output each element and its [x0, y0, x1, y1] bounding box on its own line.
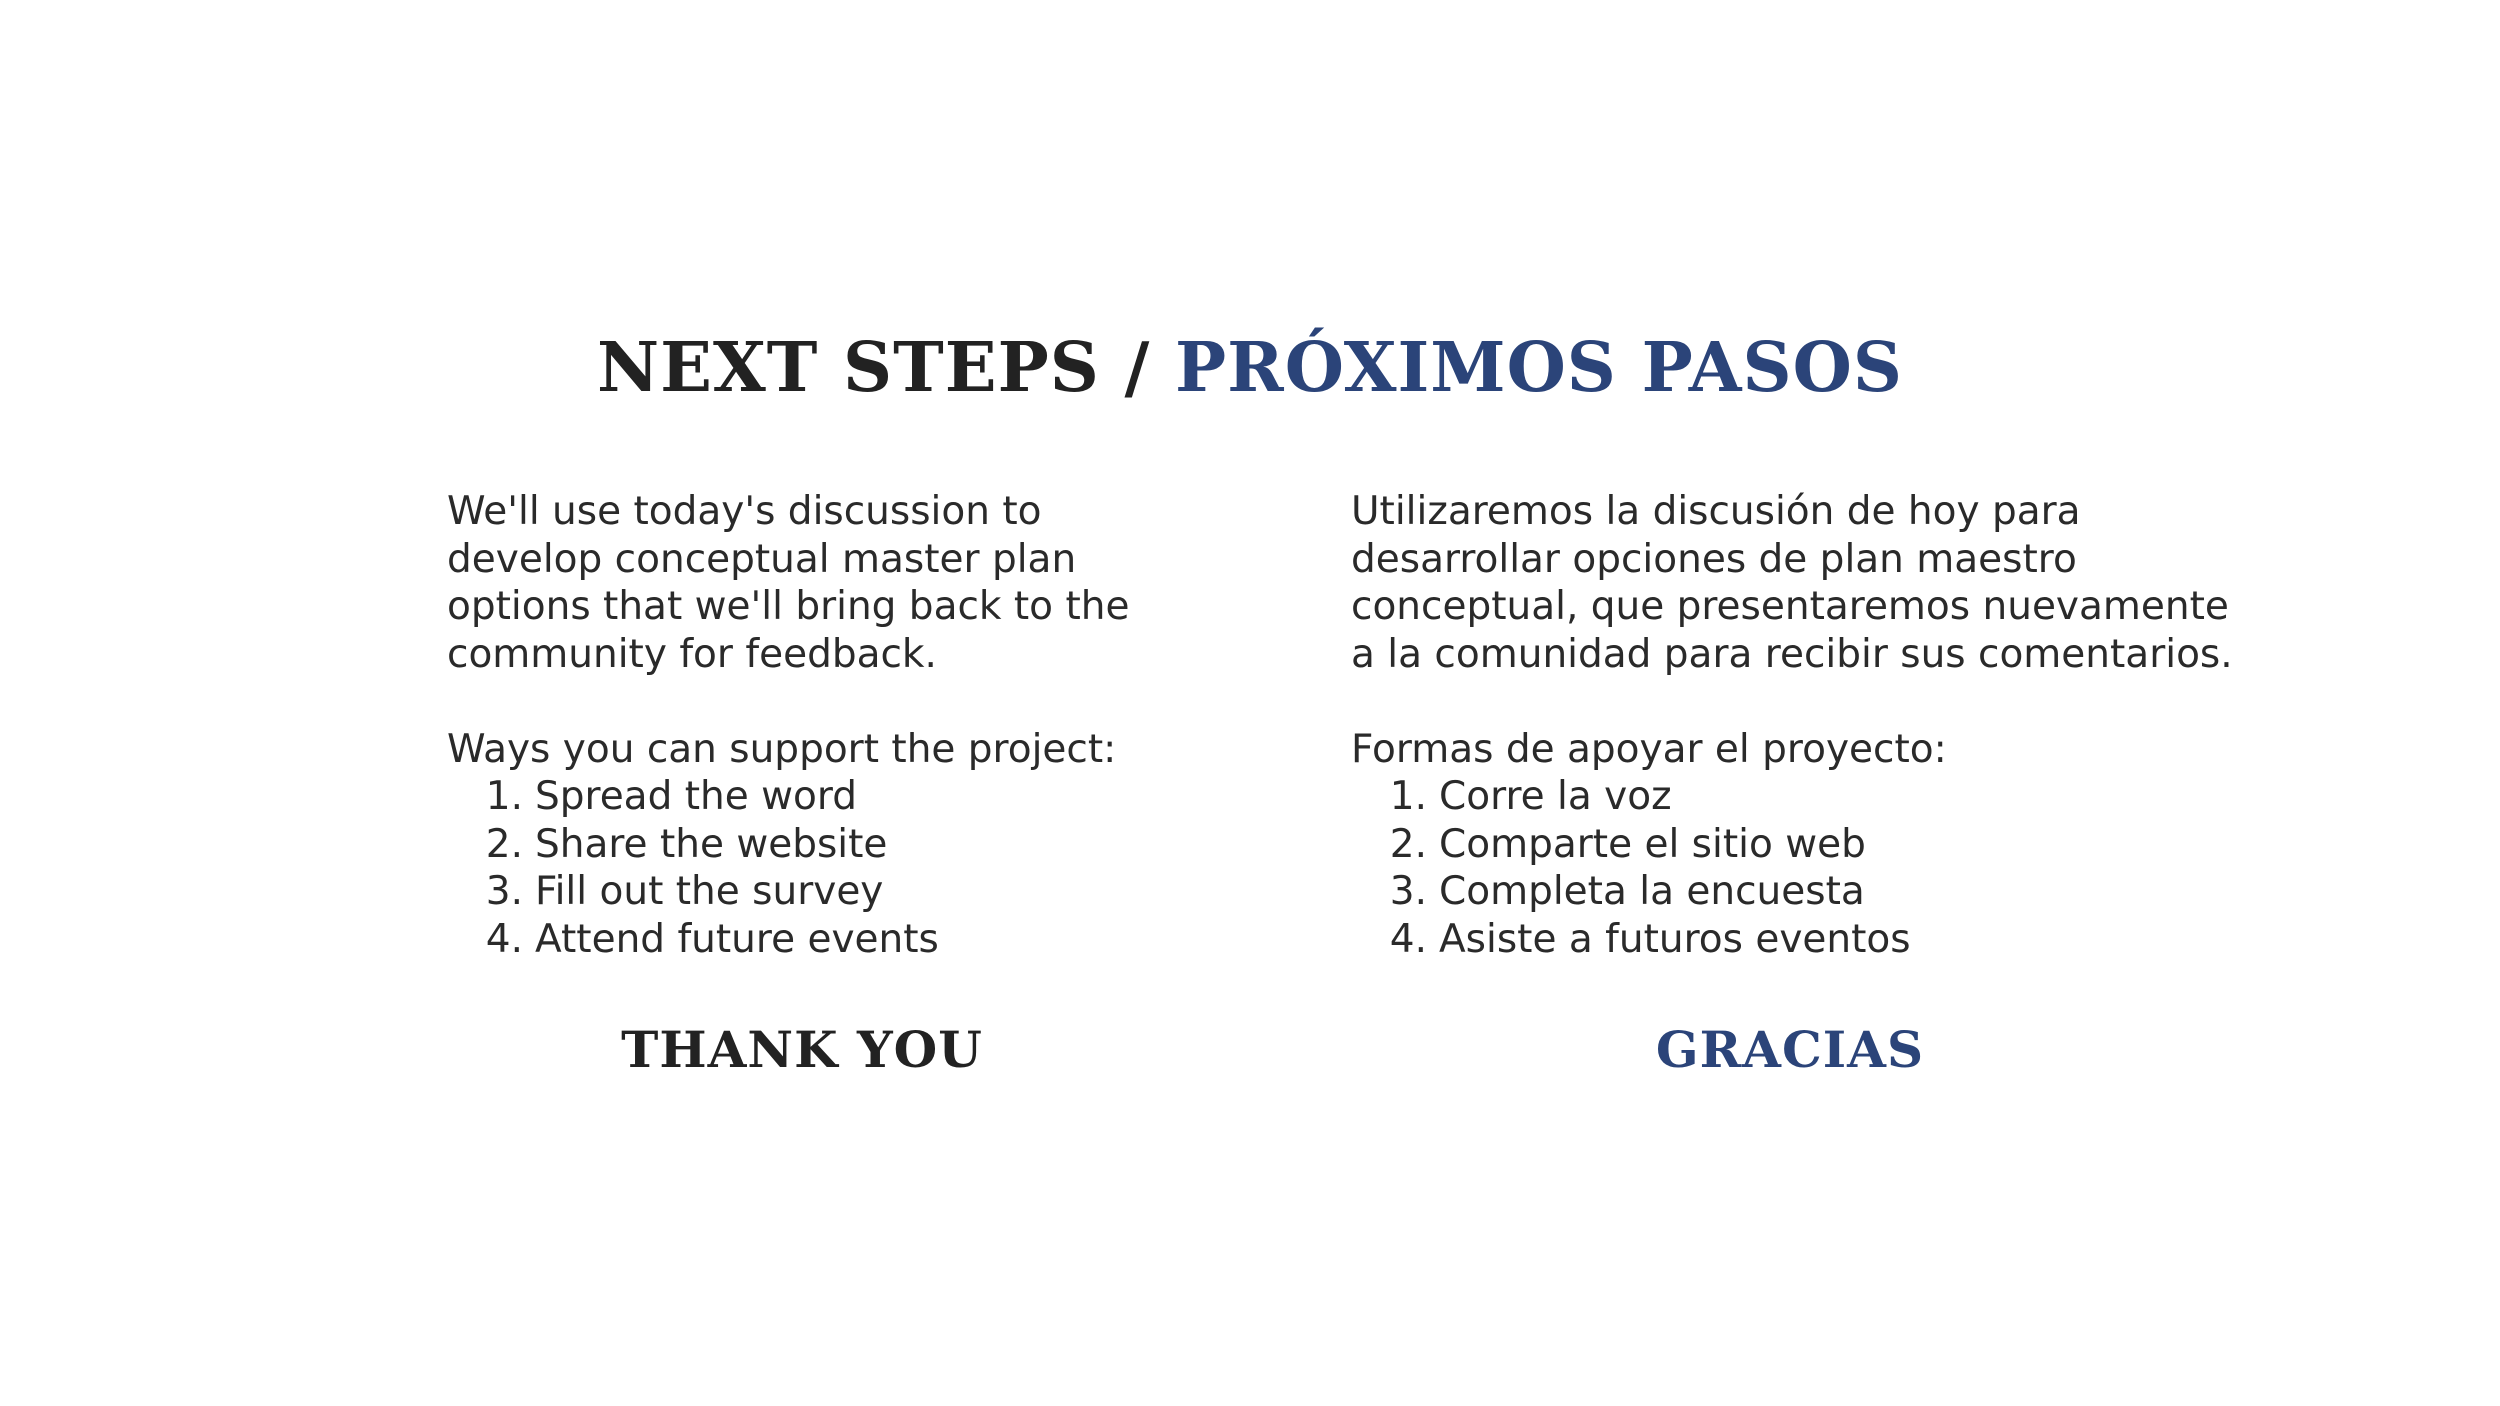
list-item-number: 3.: [485, 869, 523, 914]
spanish-intro-line: a la comunidad para recibir sus comentarios.: [1351, 631, 2233, 677]
list-item-text: Completa la encuesta: [1439, 869, 1865, 914]
paragraph-spacer: [1351, 678, 2251, 726]
list-item-number: 4.: [1389, 916, 1427, 962]
english-intro-paragraph: [447, 488, 1207, 678]
spanish-intro-line: desarrollar opciones de plan maestro: [1351, 536, 2077, 582]
title-separator: /: [1124, 328, 1151, 408]
paragraph-spacer: [447, 678, 1207, 726]
list-item: [1351, 916, 2251, 964]
list-item: [447, 868, 1207, 916]
list-item-number: 1.: [485, 774, 523, 819]
english-intro-line: options that we'll bring back to the: [447, 584, 1130, 629]
list-item-text: Comparte el sitio web: [1439, 821, 1866, 867]
list-item: [1351, 773, 2251, 821]
gracias-heading: GRACIAS: [1655, 1020, 1925, 1079]
english-intro-line: We'll use today's discussion to: [447, 489, 1042, 534]
list-item-number: 3.: [1389, 869, 1427, 914]
list-item-number: 2.: [485, 821, 523, 867]
thank-you-heading: THANK YOU: [621, 1020, 983, 1079]
spanish-intro-line: conceptual, que presentaremos nuevamente: [1351, 584, 2229, 629]
english-intro-line: community for feedback.: [447, 631, 937, 677]
list-item-number: 1.: [1389, 774, 1427, 819]
list-item-text: Attend future events: [535, 916, 939, 962]
list-item: [1351, 821, 2251, 869]
list-item: [447, 916, 1207, 964]
spanish-steps-list: [1351, 773, 2251, 963]
list-item-text: Asiste a futuros eventos: [1439, 916, 1911, 962]
page-title: [0, 318, 2500, 418]
title-english: NEXT STEPS: [597, 328, 1100, 408]
english-steps-list: [447, 773, 1207, 963]
spanish-intro-paragraph: [1351, 488, 2251, 678]
list-item-text: Corre la voz: [1439, 774, 1672, 819]
list-item-number: 2.: [1389, 821, 1427, 867]
list-item: [447, 821, 1207, 869]
english-intro-line: develop conceptual master plan: [447, 536, 1077, 582]
list-item-text: Share the website: [535, 821, 888, 867]
title-spanish: PRÓXIMOS PASOS: [1175, 328, 1903, 408]
list-item-text: Fill out the survey: [535, 869, 884, 914]
spanish-column: [1351, 488, 2251, 963]
english-support-heading: Ways you can support the project:: [447, 726, 1117, 772]
spanish-intro-line: Utilizaremos la discusión de hoy para: [1351, 489, 2081, 534]
list-item: [1351, 868, 2251, 916]
list-item: [447, 773, 1207, 821]
list-item-text: Spread the word: [535, 774, 857, 819]
spanish-support-heading: Formas de apoyar el proyecto:: [1351, 726, 1947, 772]
english-column: [447, 488, 1207, 963]
list-item-number: 4.: [485, 916, 523, 962]
